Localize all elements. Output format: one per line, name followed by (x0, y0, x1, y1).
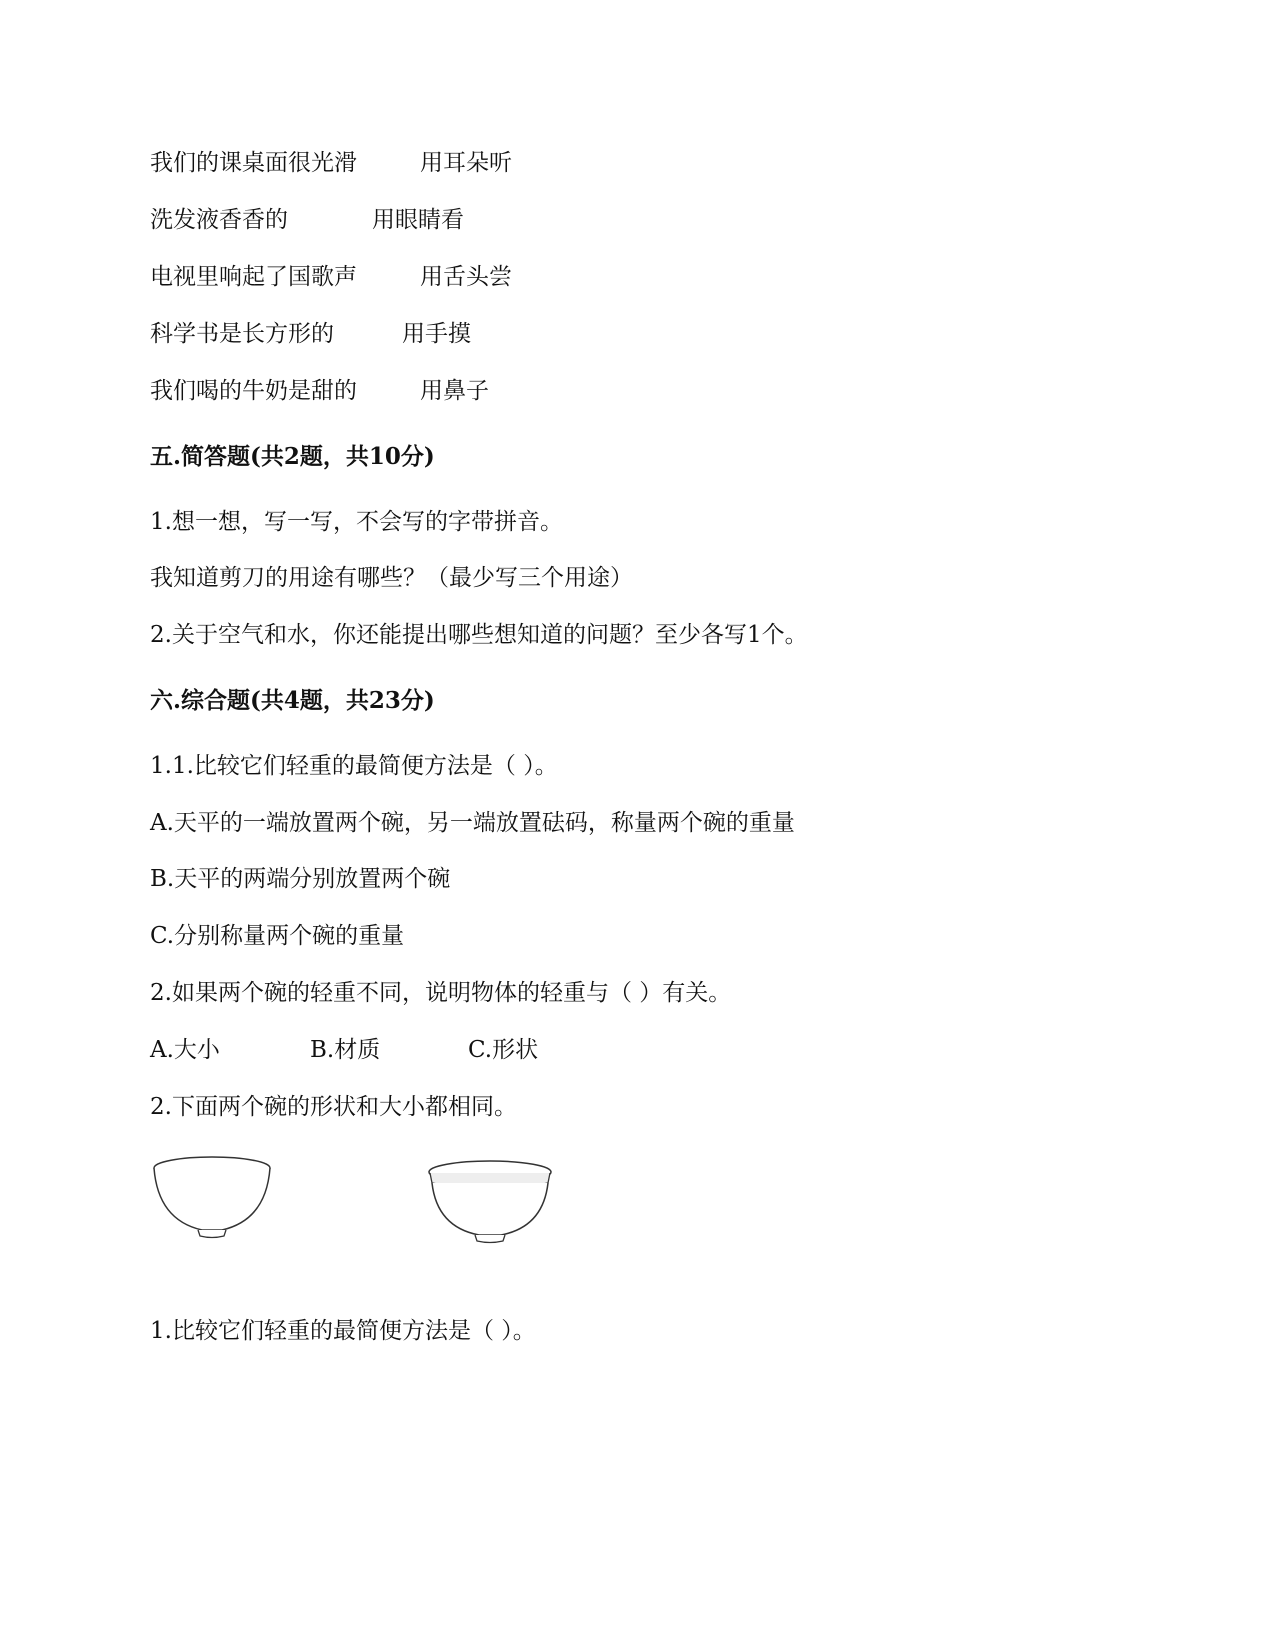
section-heading: 五.简答题(共2题，共10分) (150, 443, 435, 470)
section-heading: 六.综合题(共4题，共23分) (150, 687, 435, 714)
question-subtext: 1.比较它们轻重的最简便方法是（ ）。 (150, 1318, 536, 1344)
question-subtext: 我知道剪刀的用途有哪些？（最少写三个用途） (150, 565, 633, 591)
bowl-icon (425, 1157, 560, 1247)
matching-row (150, 205, 464, 235)
matching-row (150, 148, 512, 178)
matching-right: 用手摸 (402, 321, 471, 347)
matching-row (150, 319, 471, 349)
matching-left: 电视里响起了国歌声 (150, 264, 357, 290)
matching-left: 洗发液香香的 (150, 207, 288, 233)
question-text: 2.如果两个碗的轻重不同，说明物体的轻重与（ ）有关。 (150, 980, 732, 1006)
matching-right: 用舌头尝 (420, 264, 512, 290)
matching-row (150, 376, 489, 406)
answer-option: A.大小 (150, 1037, 220, 1063)
matching-left: 我们喝的牛奶是甜的 (150, 378, 357, 404)
question-text: 2.下面两个碗的形状和大小都相同。 (150, 1094, 517, 1120)
matching-left: 我们的课桌面很光滑 (150, 150, 357, 176)
matching-row (150, 262, 512, 292)
question-text: 1.1.比较它们轻重的最简便方法是（ ）。 (150, 753, 558, 779)
matching-left: 科学书是长方形的 (150, 321, 334, 347)
matching-right: 用眼睛看 (372, 207, 464, 233)
answer-option: A.天平的一端放置两个碗，另一端放置砝码，称量两个碗的重量 (150, 810, 795, 836)
question-text: 2.关于空气和水，你还能提出哪些想知道的问题？至少各写1个。 (150, 622, 808, 648)
matching-right: 用耳朵听 (420, 150, 512, 176)
answer-option: C.分别称量两个碗的重量 (150, 923, 405, 949)
answer-option: B.材质 (310, 1037, 381, 1063)
question-text: 1.想一想，写一写，不会写的字带拼音。 (150, 509, 563, 535)
matching-right: 用鼻子 (420, 378, 489, 404)
answer-option: B.天平的两端分别放置两个碗 (150, 866, 451, 892)
bowl-icon (150, 1152, 280, 1242)
answer-option: C.形状 (468, 1037, 539, 1063)
